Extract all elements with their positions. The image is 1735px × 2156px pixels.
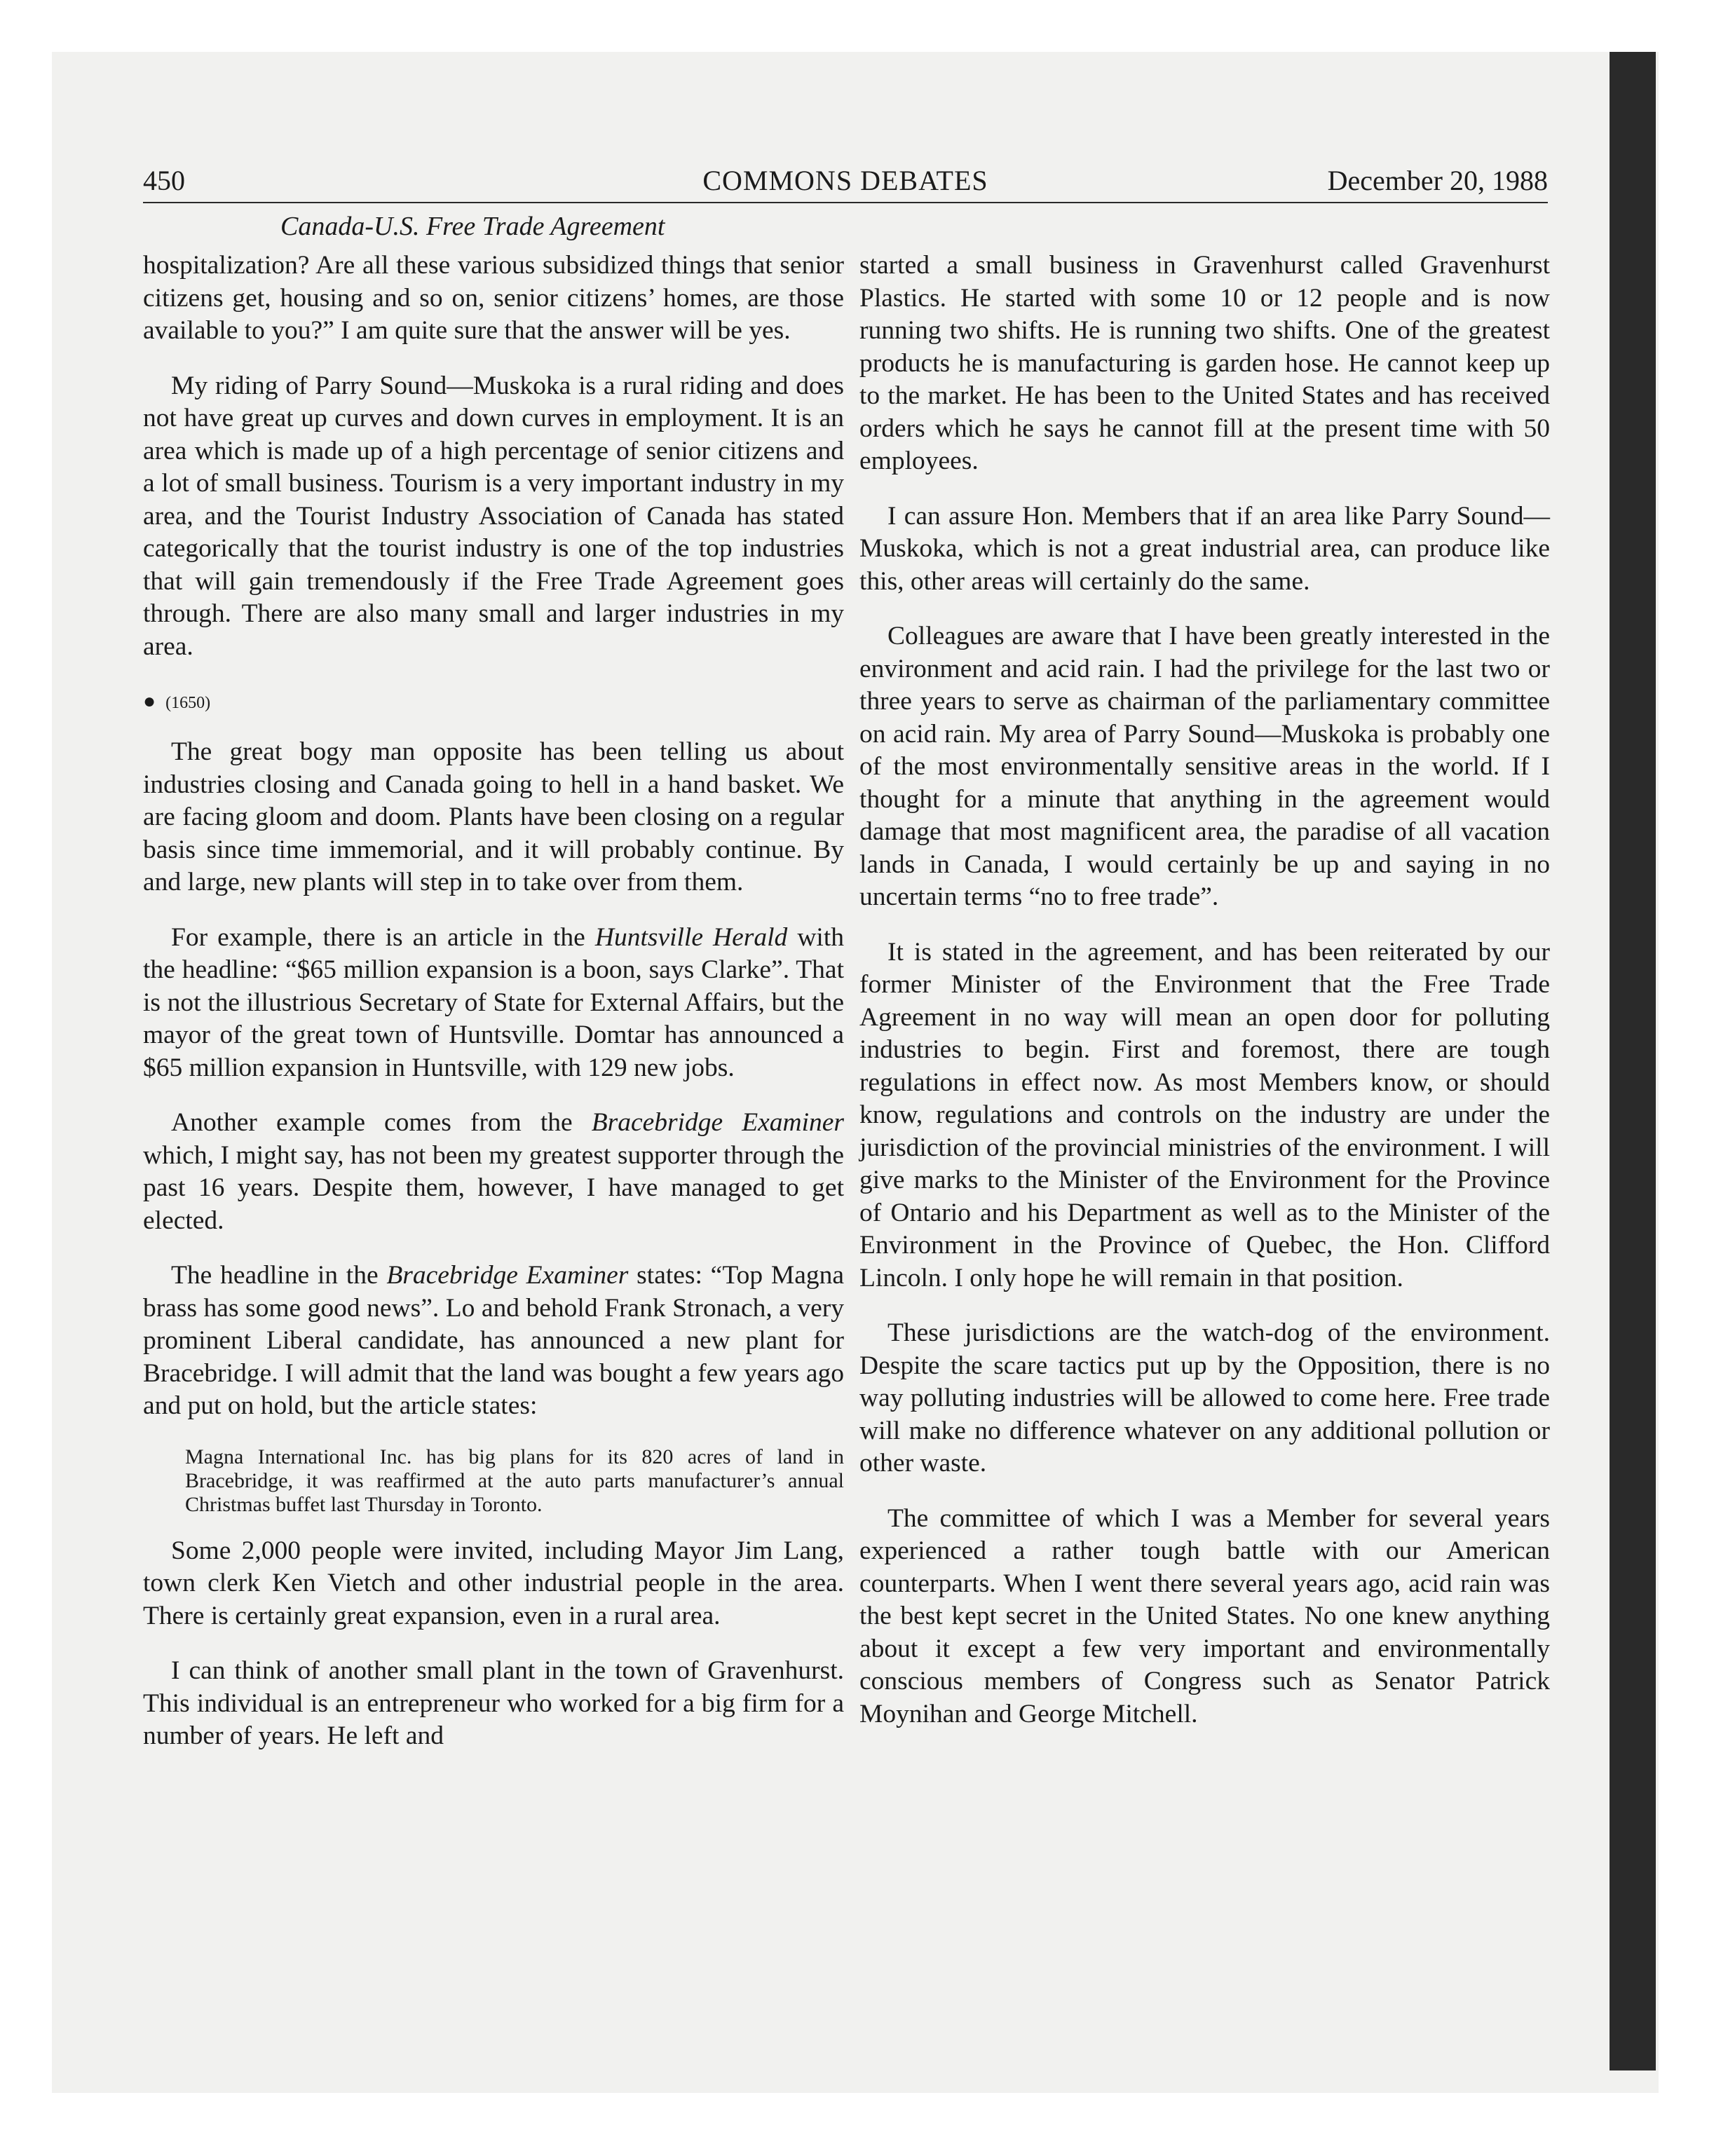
paragraph: It is stated in the agreement, and has been reiterated by our former Minister of the Environment that the Free Trade Agreement in no way will mean an open door for polluting industries to begin. First and foremost, there are tough regulations in effect now. As most Members know, or should know, regulations and controls on the industry are under the jurisdiction of the provincial ministries of the environment. I will give marks to the Minister of the Environment for the Province of Ontario and his Department as well as to the Minister of the Environment in the Province of Quebec, the Hon. Clifford Lincoln. I only hope he will remain in that position. [859,937,1550,1292]
publication-name: Huntsville Herald [594,922,788,952]
left-column [143,250,844,1775]
text-run: which, I might say, has not been my greatest supporter through the past 16 years. Despite them, however, I have managed to get elected. [143,1140,844,1235]
scan-edge-shadow [1610,52,1656,2070]
publication-name: Bracebridge Examiner [386,1261,629,1290]
publication-name: Bracebridge Examiner [591,1108,844,1137]
paragraph: The committee of which I was a Member for several years experienced a rather tough battle with our American counterparts. When I went there several years ago, acid rain was the best kept secret in the United States. No one knew anything about it except a few very important and environmentally conscious members of Congress such as Senator Patrick Moynihan and George Mitchell. [859,1503,1550,1728]
page-number: 450 [143,165,185,196]
paragraph: I can assure Hon. Members that if an area like Parry Sound—Muskoka, which is not a great industrial area, can produce like this, other areas will certainly do the same. [859,501,1550,596]
text-run: with the headline: “$65 million expansion is a boon, says Clarke”. That is not the illustrious Secretary of State for External Affairs, but the mayor of the great town of Huntsville. Domtar has announced a $65 million expansion in Huntsville, with 129 new jobs. [143,922,844,1082]
paragraph: started a small business in Gravenhurst called Gravenhurst Plastics. He started with some 10 or 12 people and is now running two shifts. He is running two shifts. One of the greatest products he is manufacturing is garden hose. He cannot keep up to the market. He has been to the United States and has received orders which he says he cannot fill at the present time with 50 employees. [859,251,1550,475]
running-header [143,160,1548,203]
text-run: For example, there is an article in the [171,922,595,952]
right-column [859,250,1550,1753]
header-date: December 20, 1988 [1327,165,1548,196]
time-marker [143,685,844,719]
block-quote: Magna International Inc. has big plans for its 820 acres of land in Bracebridge, it was reaffirmed at the auto parts manufacturer’s annual Christmas buffet last Thursday in Toronto. [185,1445,844,1516]
subject-heading: Canada-U.S. Free Trade Agreement [280,212,665,241]
paragraph: My riding of Parry Sound—Muskoka is a rural riding and does not have great up curves and down curves in employment. It is an area which is made up of a high percentage of senior citizens and a lot of small business. Tourism is a very important industry in my area, and the Tourist Industry Association of Canada has stated categorically that the tourist industry is one of the top industries that will gain tremendously if the Free Trade Agreement goes through. There are also many small and larger industries in my area. [143,371,844,661]
paragraph [143,922,844,1085]
paragraph [143,1107,844,1237]
paragraph: hospitalization? Are all these various subsidized things that senior citizens get, housing and so on, senior citizens’ homes, are those available to you?” I am quite sure that the answer will be yes. [143,251,844,345]
paragraph: Colleagues are aware that I have been greatly interested in the environment and acid rain. I had the privilege for the last two or three years to serve as chairman of the parliamentary committee on acid rain. My area of Parry Sound—Muskoka is probably one of the most environmentally sensitive areas in the world. If I thought for a minute that anything in the agreement would damage that most magnificent area, the paradise of all vacation lands in Canada, I would certainly be up and saying in no uncertain terms “no to free trade”. [859,622,1550,911]
time-marker-label: (1650) [165,694,211,712]
paragraph [143,1260,844,1423]
text-run: states: “Top Magna brass has some good news”. Lo and behold Frank Stronach, a very prominent Liberal candidate, has announced a new plant for Bracebridge. I will admit that the land was bought a few years ago and put on hold, but the article states: [143,1261,845,1420]
paragraph: The great bogy man opposite has been telling us about industries closing and Canada going to hell in a hand basket. We are facing gloom and doom. Plants have been closing on a regular basis since time immemorial, and it will probably continue. By and large, new plants will step in to take over from them. [143,737,844,896]
text-run: The headline in the [171,1261,387,1290]
paragraph: Some 2,000 people were invited, including Mayor Jim Lang, town clerk Ken Vietch and other industrial people in the area. There is certainly great expansion, even in a rural area. [143,1536,844,1630]
text-run: Another example comes from the [171,1108,592,1137]
paragraph: I can think of another small plant in the town of Gravenhurst. This individual is an entrepreneur who worked for a big firm for a number of years. He left and [143,1656,844,1750]
bullet-icon: ● [143,690,156,713]
paragraph: These jurisdictions are the watch-dog of the environment. Despite the scare tactics put up by the Opposition, there is no way polluting industries will be allowed to come here. Free trade will make no difference whatever on any additional pollution or other waste. [859,1318,1550,1478]
publication-title: COMMONS DEBATES [702,165,988,196]
